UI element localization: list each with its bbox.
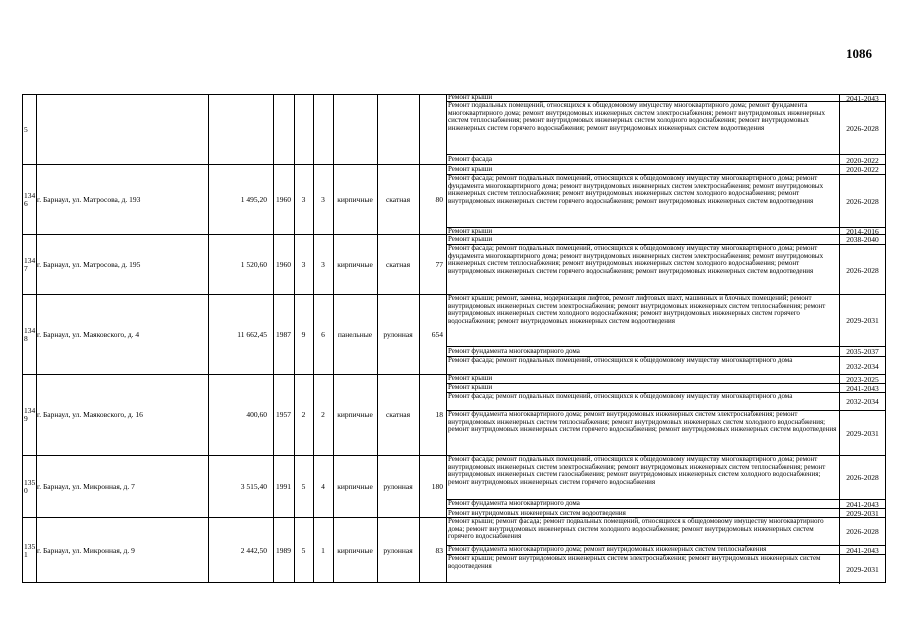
address-cell: г. Барнаул, ул. Микронная, д. 9	[37, 546, 135, 555]
roof-type-cell: рулонная	[383, 481, 413, 491]
area-cell: 3 515,40	[240, 481, 267, 491]
work-period: 2035-2037	[839, 347, 885, 356]
area-cell: 1 495,20	[240, 194, 267, 204]
work-period: 2041-2043	[839, 95, 885, 101]
work-period: 2026-2028	[839, 518, 885, 545]
table-row	[23, 165, 885, 235]
work-subrow	[447, 555, 885, 584]
page-number: 1086	[846, 46, 872, 61]
work-period: 2041-2043	[839, 500, 885, 508]
row-number-part: 7	[24, 263, 28, 273]
table-row	[23, 235, 885, 295]
work-subrow	[447, 347, 885, 357]
work-subrow	[447, 411, 885, 456]
work-description: Ремонт фасада; ремонт подвальных помещений, относящихся к общедомовому имуществу многоквартирного дома	[448, 393, 793, 400]
floors-cell	[294, 95, 313, 164]
row-number-part: 8	[24, 333, 28, 343]
apartments-cell	[419, 95, 446, 164]
entrances-cell: 2	[321, 410, 325, 419]
work-period: 2041-2043	[839, 384, 885, 392]
work-description: Ремонт фасада	[448, 155, 493, 164]
work-subrow	[447, 357, 885, 375]
wall-material-cell: панельные	[337, 329, 373, 339]
area-cell: 1 520,60	[240, 259, 267, 269]
row-number-part: 134	[24, 325, 36, 335]
work-period: 2026-2028	[839, 102, 885, 154]
table-row	[23, 295, 885, 375]
floors-cell: 3	[301, 194, 306, 204]
floors-cell: 3	[301, 259, 306, 269]
work-period: 2029-2031	[839, 509, 885, 518]
row-number-part: 0	[24, 485, 28, 495]
work-description: Ремонт фасада; ремонт подвальных помещений, относящихся к общедомовому имуществу многоквартирного дома	[448, 357, 793, 364]
address-cell	[36, 95, 208, 164]
work-period: 2020-2022	[839, 155, 885, 165]
work-description: Ремонт фундамента многоквартирного дома	[448, 347, 580, 355]
work-description: Ремонт крыши; ремонт внутридомовых инженерных систем электроснабжения; ремонт внутридомовых инженерных систем водоотведения	[448, 555, 821, 570]
wall-material-cell: кирпичные	[337, 259, 373, 269]
floors-cell: 2	[301, 410, 306, 419]
work-description: Ремонт крыши	[448, 235, 493, 243]
roof-type-cell: скатная	[385, 259, 411, 269]
work-description: Ремонт крыши	[448, 165, 493, 173]
work-subrow	[447, 235, 885, 245]
area-cell: 2 442,50	[240, 546, 267, 555]
work-description: Ремонт фундамента многоквартирного дома; ремонт внутридомовых инженерных систем теплоснабжения	[448, 546, 767, 554]
row-number-cell	[23, 375, 36, 455]
year-cell: 1991	[276, 481, 291, 491]
row-number-part: 134	[24, 190, 36, 200]
area-cell: 11 662,45	[237, 329, 267, 339]
row-number-part: 9	[24, 414, 28, 423]
work-subrow	[447, 155, 885, 165]
row-number-cell	[23, 165, 36, 234]
row-number-part: 6	[24, 198, 28, 208]
wall-material-cell: кирпичные	[337, 481, 373, 491]
work-subrow	[447, 518, 885, 546]
row-number-cell	[23, 295, 36, 374]
row-number-part: 135	[24, 542, 36, 551]
address-cell: г. Барнаул, ул. Маяковского, д. 16	[37, 410, 143, 419]
work-description: Ремонт крыши	[448, 95, 493, 101]
work-subrow	[447, 500, 885, 509]
work-description: Ремонт фасада; ремонт подвальных помещений, относящихся к общедомовому имуществу многоквартирного дома; ремонт внутридомовых инженерных систем электроснабжения; ремонт внутридомовых инженерных систем теплоснабжения; ремонт внутридомовых инженерных систем газоснабжения; ремонт внутридомовых инженерных систем холодного водоснабжения; ремонт внутридомовых инженерных систем горячего водоснабжения	[448, 456, 826, 486]
work-subrow	[447, 546, 885, 555]
work-period: 2038-2040	[839, 235, 885, 244]
wall-material-cell: кирпичные	[337, 194, 373, 204]
work-description: Ремонт крыши; ремонт, замена, модернизация лифтов, ремонт лифтовых шахт, машинных и блочных помещений; ремонт внутридомовых инженерных систем электроснабжения; ремонт внутридомовых инженерных систем теплоснабжения; ремонт внутридомовых инженерных систем холодного водоснабжения; ремонт внутридомовых инженерных систем горячего водоснабжения; ремонт внутридомовых инженерных систем водоотведения	[448, 295, 826, 325]
work-description: Ремонт крыши	[448, 375, 493, 383]
work-subrow	[447, 102, 885, 155]
row-number-cell	[23, 235, 36, 294]
apartments-cell: 83	[435, 546, 443, 555]
work-description: Ремонт фундамента многоквартирного дома	[448, 500, 580, 508]
work-description: Ремонт фасада; ремонт подвальных помещений, относящихся к общедомовому имуществу многоквартирного дома; ремонт фундамента многоквартирного дома; ремонт внутридомовых инженерных систем электроснабжения; ремонт внутридомовых инженерных систем теплоснабжения; ремонт внутридомовых инженерных систем холодного водоснабжения; ремонт внутридомовых инженерных систем горячего водоснабжения; ремонт внутридомовых инженерных систем водоотведения	[448, 175, 824, 205]
entrances-cell	[313, 95, 333, 164]
apartments-cell: 77	[435, 259, 443, 269]
work-description: Ремонт крыши	[448, 384, 493, 392]
floors-cell: 5	[301, 481, 306, 491]
work-subrow	[447, 245, 885, 295]
work-period: 2014-2016	[839, 228, 885, 235]
work-description: Ремонт подвальных помещений, относящихся к общедомовому имуществу многоквартирного дома; ремонт фундамента многоквартирного дома; ремонт внутридомовых инженерных систем электроснабжения; ремонт внутридомовых инженерных систем теплоснабжения; ремонт внутридомовых инженерных систем холодного водоснабжения; ремонт внутридомовых инженерных систем горячего водоснабжения; ремонт внутридомовых инженерных систем водоотведения	[448, 102, 825, 132]
work-period: 2029-2031	[839, 555, 885, 584]
apartments-cell: 180	[431, 481, 443, 491]
roof-type-cell: скатная	[385, 194, 411, 204]
row-number-cell	[23, 95, 36, 164]
row-number-part: 134	[24, 255, 36, 265]
roof-type-cell: рулонная	[383, 329, 413, 339]
table-row	[23, 95, 885, 165]
roof-type-cell: рулонная	[383, 546, 413, 555]
year-cell: 1987	[276, 329, 291, 339]
work-description: Ремонт крыши; ремонт фасада; ремонт подвальных помещений, относящихся к общедомовому имуществу многоквартирного дома; ремонт внутридомовых инженерных систем холодного водоснабжения; ремонт внутридомовых инженерных систем горячего водоснабжения	[448, 518, 824, 541]
address-cell: г. Барнаул, ул. Матросова, д. 193	[37, 194, 141, 204]
work-subrow	[447, 456, 885, 500]
work-description: Ремонт крыши	[448, 228, 493, 235]
work-period: 2029-2031	[839, 295, 885, 346]
work-period: 2041-2043	[839, 546, 885, 554]
entrances-cell: 3	[321, 259, 325, 269]
floors-cell: 9	[301, 329, 306, 339]
floors-cell: 5	[301, 546, 306, 555]
table-row	[23, 456, 885, 518]
work-period: 2032-2034	[839, 357, 885, 375]
roof-type-cell: скатная	[385, 410, 411, 419]
entrances-cell: 6	[321, 329, 325, 339]
work-subrow	[447, 384, 885, 393]
work-description: Ремонт фасада; ремонт подвальных помещений, относящихся к общедомовому имуществу многоквартирного дома; ремонт фундамента многоквартирного дома; ремонт внутридомовых инженерных систем электроснабжения; ремонт внутридомовых инженерных систем теплоснабжения; ремонт внутридомовых инженерных систем холодного водоснабжения; ремонт внутридомовых инженерных систем горячего водоснабжения; ремонт внутридомовых инженерных систем водоотведения	[448, 245, 824, 275]
entrances-cell: 3	[321, 194, 325, 204]
row-number-part: 134	[24, 406, 36, 415]
apartments-cell: 18	[435, 410, 443, 419]
work-subrow	[447, 175, 885, 228]
address-cell: г. Барнаул, ул. Маяковского, д. 4	[37, 329, 140, 339]
work-period: 2026-2028	[839, 175, 885, 227]
work-period: 2029-2031	[839, 411, 885, 456]
year-cell: 1960	[276, 259, 291, 269]
work-period: 2026-2028	[839, 456, 885, 499]
work-period: 2020-2022	[839, 165, 885, 174]
wall-material-cell	[333, 95, 377, 164]
work-period: 2032-2034	[839, 393, 885, 410]
entrances-cell: 1	[321, 546, 325, 555]
apartments-cell: 80	[435, 194, 443, 204]
row-number-part: 135	[24, 477, 36, 487]
work-period: 2023-2025	[839, 375, 885, 383]
work-subrow	[447, 509, 885, 518]
address-cell: г. Барнаул, ул. Матросова, д. 195	[37, 259, 141, 269]
area-cell	[208, 95, 273, 164]
work-subrow	[447, 295, 885, 347]
entrances-cell: 4	[321, 481, 325, 491]
wall-material-cell: кирпичные	[337, 410, 373, 419]
roof-type-cell	[377, 95, 419, 164]
row-number-cell	[23, 518, 36, 584]
repair-schedule-table	[22, 94, 886, 583]
year-cell: 1989	[276, 546, 291, 555]
work-subrow	[447, 393, 885, 411]
area-cell: 400,60	[246, 410, 267, 419]
address-cell: г. Барнаул, ул. Микронная, д. 7	[37, 481, 135, 491]
table-row	[23, 375, 885, 456]
table-row	[23, 518, 885, 584]
work-subrow	[447, 95, 885, 102]
row-number-part: 1	[24, 550, 28, 559]
row-number-part: 5	[24, 124, 28, 134]
work-subrow	[447, 375, 885, 384]
work-period: 2026-2028	[839, 245, 885, 295]
apartments-cell: 654	[431, 329, 443, 339]
work-subrow	[447, 165, 885, 175]
year-cell: 1957	[276, 410, 291, 419]
work-description: Ремонт фундамента многоквартирного дома; ремонт внутридомовых инженерных систем электроснабжения; ремонт внутридомовых инженерных систем теплоснабжения; ремонт внутридомовых инженерных систем холодного водоснабжения; ремонт внутридомовых инженерных систем горячего водоснабжения; ремонт внутридомовых инженерных систем водоотведения	[448, 411, 837, 434]
wall-material-cell: кирпичные	[337, 546, 373, 555]
work-description: Ремонт внутридомовых инженерных систем водоотведения	[448, 509, 626, 517]
year-cell	[273, 95, 294, 164]
work-subrow	[447, 228, 885, 235]
year-cell: 1960	[276, 194, 291, 204]
row-number-cell	[23, 456, 36, 517]
